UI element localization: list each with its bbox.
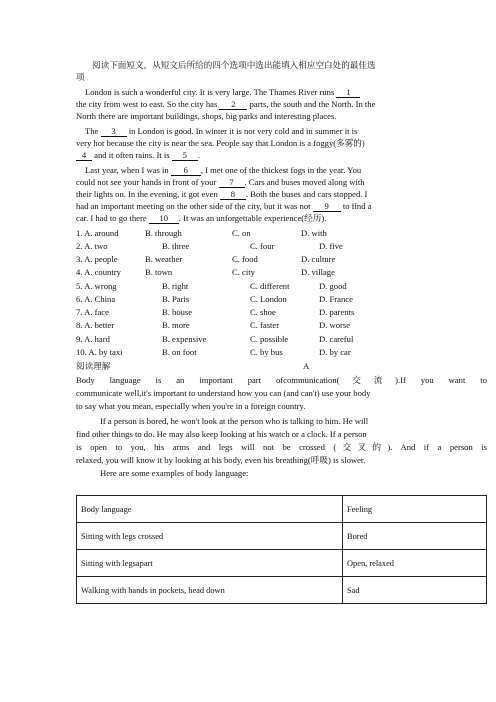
option-5-a: 5. A. wrong — [76, 281, 117, 291]
option-7-c: C. shoe — [250, 307, 276, 317]
blank-8: 8 — [220, 189, 246, 200]
cloze-text: . It was an unforgettable experience(经历). — [178, 213, 327, 223]
option-5-c: C. different — [250, 281, 290, 291]
option-9-b: B. expensive — [162, 334, 207, 344]
instruction-tail: 项 — [76, 72, 85, 82]
option-6-d: D. France — [319, 294, 353, 304]
option-6-a: 6. A. China — [76, 294, 116, 304]
blank-2: 2 — [219, 99, 247, 110]
reading-line-7: relaxed, you will know it by looking at his body, even his breathing(呼吸) is slower. — [76, 455, 366, 465]
reading-line-8: Here are some examples of body language: — [100, 468, 249, 478]
table-cell: Sitting with legsapart — [77, 550, 343, 577]
blank-5: 5 — [172, 150, 198, 161]
option-3-a: 3. A. people — [76, 254, 118, 264]
option-9-c: C. possible — [250, 334, 289, 344]
blank-4: 4 — [76, 150, 92, 161]
option-8-d: D. worse — [319, 320, 351, 330]
cloze-text: their lights on. In the evening, it got even — [76, 189, 218, 199]
table-header-row — [77, 496, 487, 523]
cloze-p2-line1 — [85, 126, 357, 137]
option-9-a: 9. A. hard — [76, 334, 110, 344]
cloze-text: car. I had to go there — [76, 213, 147, 223]
option-4-b: B. town — [145, 267, 173, 277]
table-cell: Bored — [343, 523, 487, 550]
cloze-text: London is such a wonderful city. It is very large. The Thames River runs — [85, 87, 335, 97]
blank-6: 6 — [171, 165, 201, 176]
section-letter: A — [303, 361, 310, 371]
option-6-b: B. Paris — [162, 294, 190, 304]
option-10-a: 10. A. by taxi — [76, 347, 123, 357]
cloze-p3-line4 — [76, 201, 371, 212]
option-7-d: D. parents — [319, 307, 355, 317]
table-row — [77, 577, 487, 604]
option-10-c: C. by bus — [250, 347, 283, 357]
cloze-text: in London is good. In winter it is not very cold and in summer it is — [128, 126, 358, 136]
cloze-text: . Both the buses and cars stopped. I — [245, 189, 368, 199]
option-5-d: D. good — [319, 281, 347, 291]
cloze-text: had an important meeting on the other side of the city, but it was not — [76, 201, 311, 211]
table-cell: Sad — [343, 577, 487, 604]
blank-9: 9 — [313, 201, 341, 212]
option-3-b: B. weather — [145, 254, 183, 264]
reading-line-4: If a person is bored, he won't look at the person who is talking to him. He will — [100, 416, 369, 426]
reading-line-5: find other things to do. He may also keep looking at his watch or a clock. If a person — [76, 429, 367, 439]
blank-10: 10 — [149, 213, 179, 224]
reading-line-1: Body language is an important part ofcommunication(交流).If you want to — [76, 375, 487, 385]
table-row — [77, 523, 487, 550]
option-8-c: C. faster — [250, 320, 280, 330]
blank-7: 7 — [219, 177, 245, 188]
cloze-p3-line5 — [76, 213, 326, 224]
cloze-p2-line3 — [76, 150, 200, 161]
cloze-p1-line3: North there are important buildings, shops, big parks and interesting places. — [76, 111, 337, 121]
option-2-c: C. four — [250, 241, 275, 251]
cloze-p2-line2: very hot because the city is near the sea. People say that London is a foggy(多雾的) — [76, 138, 365, 148]
reading-line-6: is open to you, his arms and legs will not be crossed (交叉的). And if a person is — [76, 442, 487, 452]
cloze-p3-line2 — [76, 177, 365, 188]
option-6-c: C. London — [250, 294, 287, 304]
section-label: 阅读理解 — [76, 361, 111, 371]
cloze-p3-line3 — [76, 189, 367, 200]
option-9-d: D. careful — [319, 334, 354, 344]
option-1-c: C. on — [232, 228, 251, 238]
cloze-text: the city from west to east. So the city has — [76, 99, 218, 109]
table-header-cell: Feeling — [343, 496, 487, 523]
cloze-text: The — [85, 126, 99, 136]
option-3-c: C. food — [232, 254, 258, 264]
option-2-a: 2. A. two — [76, 241, 108, 251]
cloze-text: and it often rains. It is — [94, 150, 170, 160]
option-2-d: D. five — [319, 241, 343, 251]
option-1-b: B. through — [145, 228, 182, 238]
table-cell: Walking with hands in pockets, head down — [77, 577, 343, 604]
cloze-text: . Cars and buses moved along with — [244, 177, 365, 187]
blank-1: 1 — [336, 87, 360, 98]
option-1-a: 1. A. around — [76, 228, 119, 238]
body-language-table — [76, 495, 487, 604]
table-cell: Sitting with legs crossed — [77, 523, 343, 550]
instruction-text: 阅读下面短文，从短文后所给的四个选项中选出能填入相应空白处的最佳选 — [92, 60, 376, 70]
option-10-d: D. by car — [319, 347, 351, 357]
blank-3: 3 — [101, 126, 127, 137]
option-2-b: B. three — [162, 241, 190, 251]
option-4-d: D. village — [301, 267, 335, 277]
cloze-text: . — [197, 150, 200, 160]
reading-line-3: to say what you mean, especially when you're in a foreign country. — [76, 401, 306, 411]
option-5-b: B. right — [162, 281, 189, 291]
option-7-a: 7. A. face — [76, 307, 109, 317]
cloze-text: could not see your hands in front of your — [76, 177, 217, 187]
cloze-text: , I met one of the thickest fogs in the year. You — [200, 165, 362, 175]
cloze-text: Last year, when I was in — [85, 165, 169, 175]
cloze-p1-line1 — [85, 87, 360, 98]
option-4-a: 4. A. country — [76, 267, 121, 277]
option-8-a: 8. A. better — [76, 320, 115, 330]
option-1-d: D. with — [301, 228, 327, 238]
option-8-b: B. more — [162, 320, 190, 330]
table-row — [77, 550, 487, 577]
table-header-cell: Body language — [77, 496, 343, 523]
table-cell: Open, relaxed — [343, 550, 487, 577]
cloze-text: to find a — [342, 201, 372, 211]
option-4-c: C. city — [232, 267, 255, 277]
cloze-p1-line2 — [76, 99, 375, 110]
option-7-b: B. house — [162, 307, 193, 317]
option-10-b: B. on foot — [162, 347, 197, 357]
cloze-p3-line1 — [85, 165, 361, 176]
cloze-text: parts, the south and the North. In the — [249, 99, 376, 109]
reading-line-2: communicate well,it's important to understand how you can (and can't) use your body — [76, 388, 371, 398]
option-3-d: D. culture — [301, 254, 336, 264]
